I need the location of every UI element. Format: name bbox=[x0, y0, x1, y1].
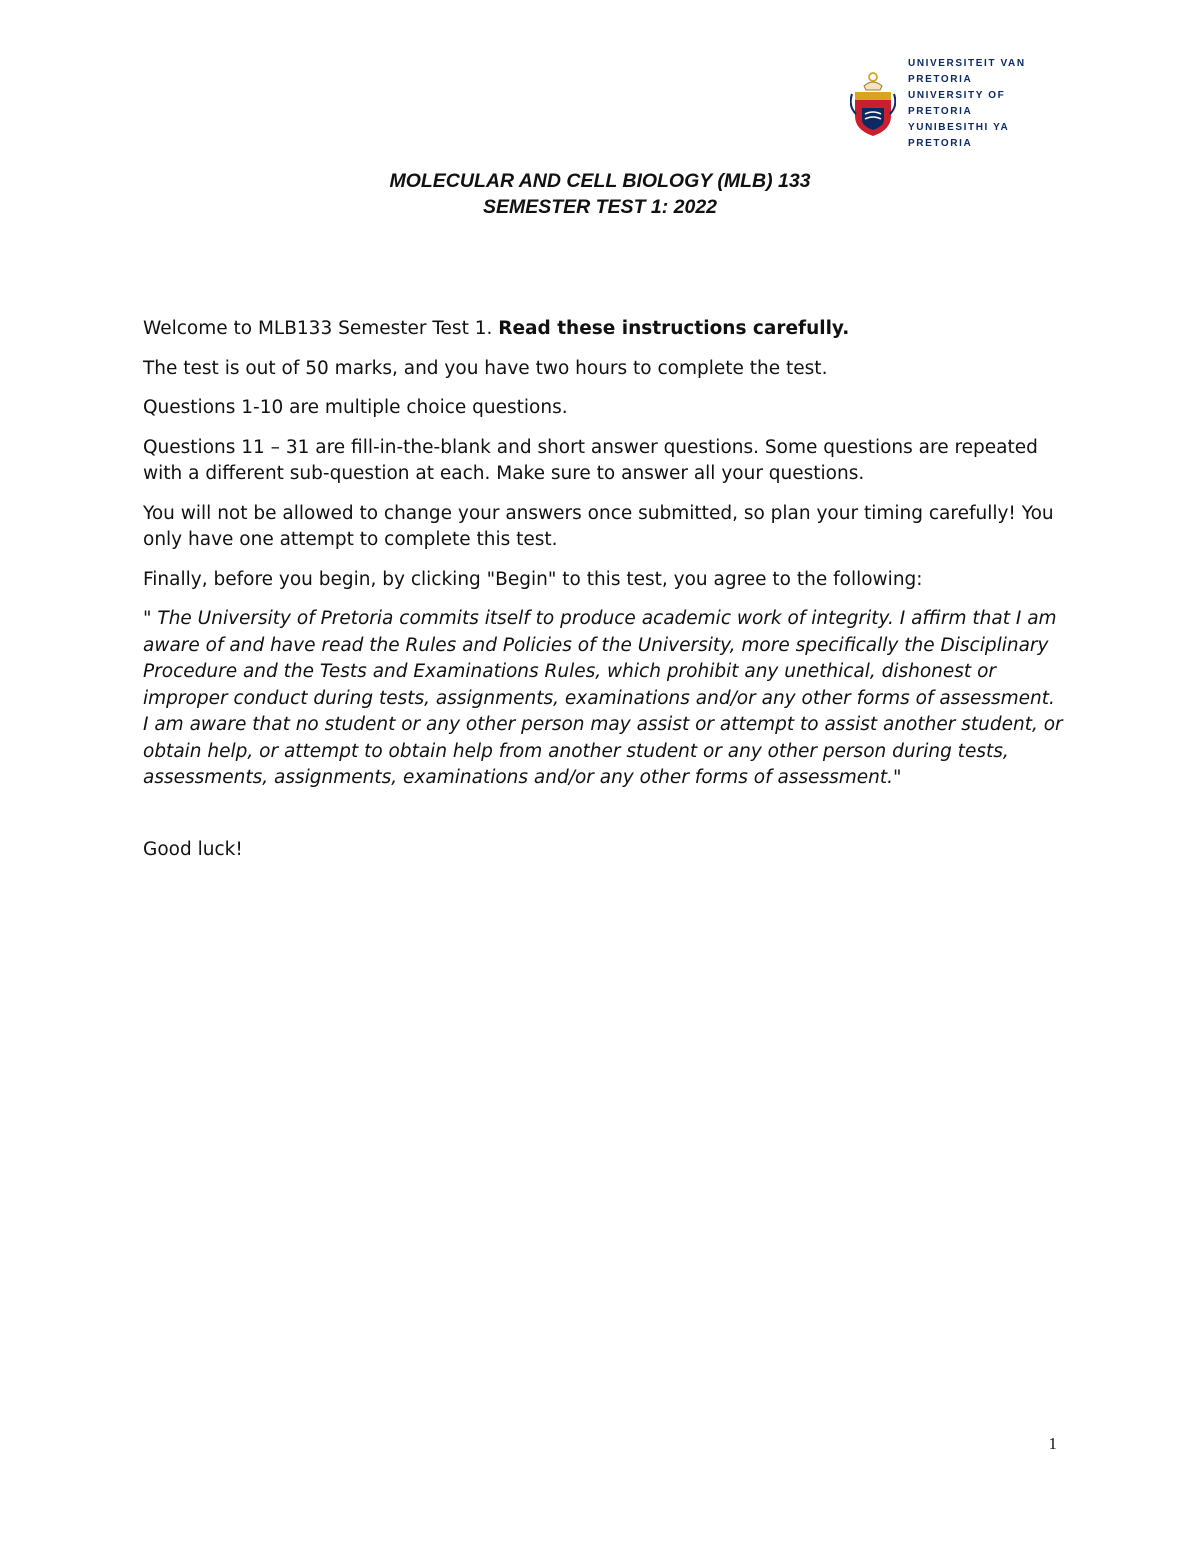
mcq-paragraph: Questions 1-10 are multiple choice questions. bbox=[143, 397, 568, 418]
logo-line-english: UNIVERSITY OF PRETORIA bbox=[908, 90, 1006, 117]
title-test: SEMESTER TEST 1: 2022 bbox=[482, 196, 718, 218]
short-answer-paragraph: Questions 11 – 31 are fill-in-the-blank and short answer questions. Some questions are repeated with a different sub-question at each. Make sure to answer all your questions. bbox=[143, 436, 1038, 484]
welcome-paragraph bbox=[143, 316, 1063, 343]
university-logo bbox=[850, 58, 1070, 149]
welcome-text: Welcome to MLB133 Semester Test 1. bbox=[143, 318, 499, 339]
good-luck-text: Good luck! bbox=[143, 838, 243, 860]
welcome-emphasis: Read these instructions carefully. bbox=[498, 318, 850, 339]
page-number: 1 bbox=[1048, 1434, 1057, 1453]
logo-line-afrikaans: UNIVERSITEIT VAN PRETORIA bbox=[908, 58, 1026, 85]
university-name-block bbox=[908, 56, 1070, 152]
instructions-body bbox=[143, 316, 1063, 876]
pledge-text: The University of Pretoria commits itself to produce academic work of integrity. I affirm that I am aware of and have read the Rules and Policies of the University, more specifically the Disciplinary Procedure and the Tests and Examinations Rules, which prohibit any unethical, dishonest or improper conduct during tests, assignments, examinations and/or any other forms of assessment. I am aware that no student or any other person may assist or attempt to assist another student, or obtain help, or attempt to obtain help from another student or any other person during tests, assessments, assignments, examinations and/or any other forms of assessment. bbox=[143, 608, 1063, 788]
university-crest-icon bbox=[850, 70, 896, 138]
agreement-intro-paragraph: Finally, before you begin, by clicking "Begin" to this test, you agree to the following: bbox=[143, 568, 923, 590]
document-title bbox=[0, 168, 1200, 220]
no-change-paragraph: You will not be allowed to change your answers once submitted, so plan your timing carefully! You only have one attempt to complete this test. bbox=[143, 502, 1054, 550]
title-course: MOLECULAR AND CELL BIOLOGY (MLB) 133 bbox=[389, 170, 811, 192]
integrity-pledge bbox=[143, 606, 1063, 792]
pledge-open-quote: " bbox=[143, 608, 158, 629]
marks-paragraph: The test is out of 50 marks, and you have two hours to complete the test. bbox=[143, 357, 828, 379]
logo-line-sepedi: YUNIBESITHI YA PRETORIA bbox=[908, 122, 1009, 149]
pledge-close-quote: " bbox=[893, 767, 902, 788]
